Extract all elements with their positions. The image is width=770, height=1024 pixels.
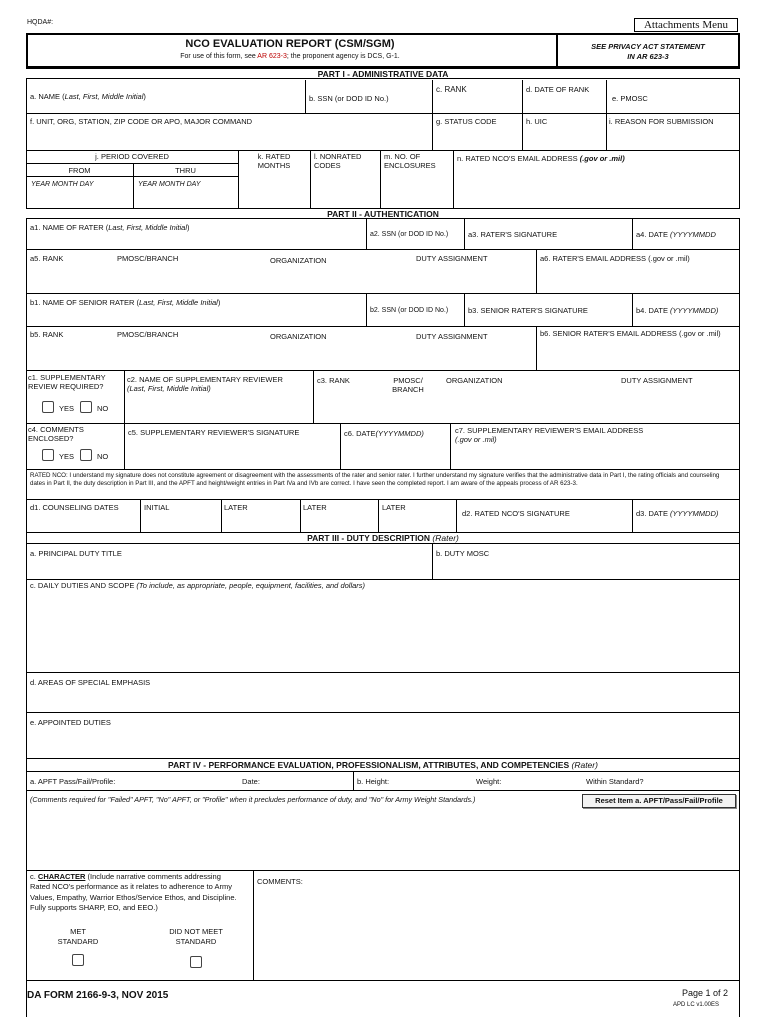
comments-enclosed-yes-checkbox[interactable] bbox=[42, 449, 54, 461]
uic-label: h. UIC bbox=[526, 117, 548, 126]
form-subtitle: For use of this form, see AR 623-3; the proponent agency is DCS, G-1. bbox=[180, 53, 400, 60]
character-comments-label: COMMENTS: bbox=[257, 877, 303, 886]
counseling-later1-label: LATER bbox=[224, 503, 248, 512]
reason-label: i. REASON FOR SUBMISSION bbox=[609, 117, 714, 126]
comments-enclosed-yes-label: YES bbox=[59, 452, 75, 461]
rater-org-label: ORGANIZATION bbox=[270, 256, 327, 265]
rater-pmosc-label: PMOSC/BRANCH bbox=[117, 254, 179, 263]
rater-duty-label: DUTY ASSIGNMENT bbox=[416, 254, 488, 263]
senior-rater-rank-label: b5. RANK bbox=[30, 330, 64, 339]
did-not-meet-checkbox[interactable] bbox=[190, 956, 202, 968]
counseling-later2-label: LATER bbox=[303, 503, 327, 512]
senior-rater-date-label: b4. DATE (YYYYMMDD) bbox=[636, 306, 719, 315]
daily-duties-label: c. DAILY DUTIES AND SCOPE (To include, as appropriate, people, equipment, facilities, and dollars) bbox=[30, 581, 366, 590]
counseling-dates-label: d1. COUNSELING DATES bbox=[30, 503, 119, 512]
character-label: c. CHARACTER (Include narrative comments addressing Rated NCO's performance as it relates to adherence to Army Values, Empathy, Warrior Ethos/Service Ethos, and Discipline. Fully supports SHARP, EO, and EEO.) bbox=[30, 872, 237, 913]
apft-date-label: Date: bbox=[242, 777, 260, 786]
rated-nco-signature-label: d2. RATED NCO'S SIGNATURE bbox=[462, 509, 570, 518]
attachments-menu-button[interactable]: Attachments Menu bbox=[634, 18, 738, 32]
supp-review-no-checkbox[interactable] bbox=[80, 401, 92, 413]
thru-label: THRU bbox=[175, 166, 196, 175]
name-label: a. NAME (Last, First, Middle Initial) bbox=[30, 92, 146, 101]
supp-reviewer-pmosc-label: PMOSC/ BRANCH bbox=[392, 376, 424, 394]
date-of-rank-label: d. DATE OF RANK bbox=[526, 85, 590, 94]
senior-rater-org-label: ORGANIZATION bbox=[270, 332, 327, 341]
form-id: DA FORM 2166-9-3, NOV 2015 bbox=[27, 990, 169, 1001]
form-title: NCO EVALUATION REPORT (CSM/SGM) bbox=[185, 38, 395, 50]
supp-reviewer-email-label: c7. SUPPLEMENTARY REVIEWER'S EMAIL ADDRESS (.gov or .mil) bbox=[455, 426, 644, 444]
privacy-line2: IN AR 623-3 bbox=[627, 52, 669, 61]
rated-nco-statement: RATED NCO: I understand my signature does not constitute agreement or disagreement with the assessments of the rater and senior rater. I further understand my signature verifies that the administrative data in Part I, the rating officials and counseling dates in Part II, the duty description in Part III, and the APFT and height/weight entries in Part IVa and IVb are correct. I have seen the completed report. I am aware of the appeals process of AR 623-3. bbox=[30, 472, 720, 487]
senior-rater-pmosc-label: PMOSC/BRANCH bbox=[117, 330, 179, 339]
counseling-later3-label: LATER bbox=[382, 503, 406, 512]
comments-enclosed-no-checkbox[interactable] bbox=[80, 449, 92, 461]
apft-label: a. APFT Pass/Fail/Profile: bbox=[30, 777, 116, 786]
part2-header: PART II - AUTHENTICATION bbox=[26, 208, 740, 219]
part4-header: PART IV - PERFORMANCE EVALUATION, PROFESSIONALISM, ATTRIBUTES, AND COMPETENCIES (Rater) bbox=[26, 758, 740, 772]
pmosc-label: e. PMOSC bbox=[612, 94, 648, 103]
supp-reviewer-date-label: c6. DATE(YYYYMMDD) bbox=[344, 429, 424, 438]
supp-reviewer-signature-label: c5. SUPPLEMENTARY REVIEWER'S SIGNATURE bbox=[128, 428, 300, 437]
ar-623-3-link[interactable]: AR 623-3 bbox=[257, 53, 287, 60]
rater-email-label: a6. RATER'S EMAIL ADDRESS (.gov or .mil) bbox=[540, 254, 690, 263]
period-covered-label: j. PERIOD COVERED bbox=[95, 152, 169, 161]
appointed-duties-label: e. APPOINTED DUTIES bbox=[30, 718, 111, 727]
part3-header: PART III - DUTY DESCRIPTION (Rater) bbox=[26, 532, 740, 544]
duty-mosc-label: b. DUTY MOSC bbox=[436, 549, 490, 558]
ssn-label: b. SSN (or DOD ID No.) bbox=[309, 94, 389, 103]
page-number: Page 1 of 2 bbox=[682, 988, 729, 998]
supp-reviewer-org-label: ORGANIZATION bbox=[446, 376, 503, 385]
from-ymd-label: YEAR MONTH DAY bbox=[31, 181, 94, 188]
rank-label: c. RANK bbox=[436, 85, 467, 94]
senior-rater-email-label: b6. SENIOR RATER'S EMAIL ADDRESS (.gov or .mil) bbox=[540, 329, 721, 338]
rated-months-label: k. RATED MONTHS bbox=[257, 152, 291, 170]
supp-reviewer-duty-label: DUTY ASSIGNMENT bbox=[621, 376, 693, 385]
comments-enclosed-no-label: NO bbox=[97, 452, 109, 461]
special-emphasis-label: d. AREAS OF SPECIAL EMPHASIS bbox=[30, 678, 151, 687]
rater-date-label: a4. DATE (YYYYMMDD bbox=[636, 230, 716, 239]
within-standard-label: Within Standard? bbox=[586, 777, 644, 786]
principal-duty-title-label: a. PRINCIPAL DUTY TITLE bbox=[30, 549, 122, 558]
weight-label: Weight: bbox=[476, 777, 502, 786]
rater-name-label: a1. NAME OF RATER (Last, First, Middle Initial) bbox=[30, 223, 190, 232]
did-not-meet-label: DID NOT MEET STANDARD bbox=[169, 927, 223, 946]
rater-signature-label: a3. RATER'S SIGNATURE bbox=[468, 230, 558, 239]
nonrated-codes-label: l. NONRATED CODES bbox=[314, 152, 362, 170]
apft-comments-note: (Comments required for "Failed" APFT, "No" APFT, or "Profile" when it precludes performance of duty, and "No" for Army Weight Standards.) bbox=[30, 795, 476, 804]
senior-rater-duty-label: DUTY ASSIGNMENT bbox=[416, 332, 488, 341]
status-code-label: g. STATUS CODE bbox=[436, 117, 497, 126]
from-label: FROM bbox=[68, 166, 91, 175]
privacy-line1: SEE PRIVACY ACT STATEMENT bbox=[591, 42, 705, 51]
supp-reviewer-rank-label: c3. RANK bbox=[317, 376, 350, 385]
supp-review-yes-checkbox[interactable] bbox=[42, 401, 54, 413]
part1-header: PART I - ADMINISTRATIVE DATA bbox=[26, 68, 740, 79]
rated-nco-email-label: n. RATED NCO'S EMAIL ADDRESS (.gov or .mil) bbox=[457, 154, 625, 163]
supp-review-yes-label: YES bbox=[59, 404, 75, 413]
reset-apft-button[interactable]: Reset Item a. APFT/Pass/Fail/Profile bbox=[582, 794, 736, 808]
enclosures-label: m. NO. OF ENCLOSURES bbox=[384, 152, 436, 170]
senior-rater-name-label: b1. NAME OF SENIOR RATER (Last, First, Middle Initial) bbox=[30, 298, 221, 307]
version-label: APD LC v1.00ES bbox=[673, 1002, 720, 1008]
comments-enclosed-label: c4. COMMENTS ENCLOSED? bbox=[28, 425, 84, 443]
senior-rater-ssn-label: b2. SSN (or DOD ID No.) bbox=[370, 307, 449, 314]
unit-label: f. UNIT, ORG, STATION, ZIP CODE OR APO, MAJOR COMMAND bbox=[30, 117, 253, 126]
supp-review-no-label: NO bbox=[97, 404, 109, 413]
supp-review-label: c1. SUPPLEMENTARY REVIEW REQUIRED? bbox=[28, 373, 106, 391]
supp-reviewer-name-label: c2. NAME OF SUPPLEMENTARY REVIEWER (Last, First, Middle Initial) bbox=[127, 375, 283, 393]
met-standard-label: MET STANDARD bbox=[40, 927, 116, 947]
rater-rank-label: a5. RANK bbox=[30, 254, 64, 263]
height-label: b. Height: bbox=[357, 777, 390, 786]
hqda-label: HQDA#: bbox=[27, 19, 54, 26]
met-standard-checkbox[interactable] bbox=[72, 954, 84, 966]
rater-ssn-label: a2. SSN (or DOD ID No.) bbox=[370, 231, 449, 238]
thru-ymd-label: YEAR MONTH DAY bbox=[138, 181, 201, 188]
senior-rater-signature-label: b3. SENIOR RATER'S SIGNATURE bbox=[468, 306, 588, 315]
rated-nco-date-label: d3. DATE (YYYYMMDD) bbox=[636, 509, 719, 518]
counseling-initial-label: INITIAL bbox=[144, 503, 170, 512]
